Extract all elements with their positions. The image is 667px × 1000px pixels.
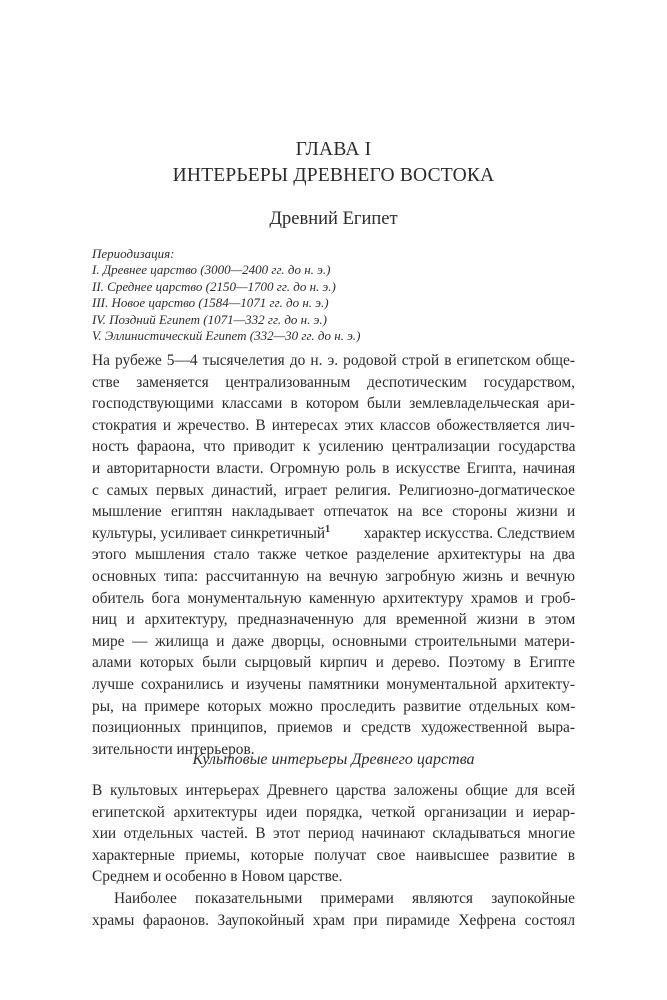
text-line: господствующими классами в котором были землевладельческая ари-: [92, 395, 575, 413]
text-line: В культовых интерьерах Древнего царства заложены общие для всей: [92, 782, 576, 799]
paragraph-3: [92, 888, 575, 931]
text-line: ниц и архитектуру, предназначенную для временной жизни в этом: [92, 611, 576, 629]
text-line: обитель бога монументальную каменную архитектуру храмов и гроб-: [92, 589, 576, 607]
text-line: алами которых были сырцовый кирпич и дерево. Поэтому в Египте: [92, 654, 575, 672]
paragraph-2: [92, 780, 575, 888]
text-fragment: культуры, усиливает синкретичный$^1$: [92, 523, 331, 542]
text-line: стократия и жречество. В интересах этих классов обожествляется лич-: [92, 416, 575, 434]
period-item: III. Новое царство (1584—1071 гг. до н. э.): [92, 295, 329, 311]
text-line: зительности интерьеров.: [92, 740, 255, 758]
text-line: ность фараона, что приводит к усилению централизации государства: [92, 438, 576, 456]
subsection-title: Культовые интерьеры Древнего царства: [192, 751, 475, 768]
text-line: ры, на примере которых можно проследить развитие отдельных ком-: [92, 697, 576, 715]
text-fragment: характер искусства. Следствием: [363, 524, 575, 542]
period-item: V. Эллинистический Египет (332—30 гг. до н. э.): [92, 328, 361, 344]
text-line: египетской архитектуры идеи порядка, четкой организации и иерар-: [92, 803, 576, 821]
text-line: стве заменяется централизованным деспотическим государством,: [92, 373, 575, 391]
section-title: Древний Египет: [269, 209, 398, 229]
period-item: I. Древнее царство (3000—2400 гг. до н. э.): [92, 262, 331, 278]
text-line: характерные приемы, которые получат свое наивысшее развитие в: [92, 846, 576, 864]
text-line: Среднем и особенно в Новом царстве.: [92, 868, 343, 886]
footnote-mark: 1: [325, 523, 331, 535]
paragraph-1: [92, 350, 575, 760]
text-line: и авторитарности власти. Огромную роль в искусстве Египта, начиная: [92, 459, 576, 477]
text-line: основных типа: рассчитанную на вечную загробную жизнь и вечную: [92, 567, 575, 585]
chapter-number: ГЛАВА I: [295, 139, 372, 160]
period-item: IV. Поздний Египет (1071—332 гг. до н. э.): [92, 311, 327, 327]
text-line: мире — жилища и даже дворцы, основными строительными матери-: [92, 632, 575, 650]
text-line: Наиболее показательными примерами являются заупокойные: [114, 890, 575, 907]
periodization-heading: Периодизация:: [92, 246, 175, 261]
period-item: II. Среднее царство (2150—1700 гг. до н. э.): [92, 278, 336, 294]
text-line: этого мышления стало также четкое разделение архитектуры на два: [92, 546, 575, 564]
text-line: хии отдельных частей. В этот период начинают складываться многие: [92, 825, 576, 843]
text-line: На рубеже 5—4 тысячелетия до н. э. родовой строй в египетском обще-: [92, 352, 575, 369]
chapter-title: ИНТЕРЬЕРЫ ДРЕВНЕГО ВОСТОКА: [172, 165, 495, 186]
text-line: храмы фараонов. Заупокойный храм при пирамиде Хефрена состоял: [92, 911, 576, 929]
periodization-block: [92, 246, 572, 344]
text-line: мышление египтян накладывает отпечаток на все стороны жизни и: [92, 503, 576, 521]
text-line: лучше сохранились и изучены памятники монументальной архитекту-: [92, 675, 575, 693]
text-line: позиционных принципов, приемов и средств художественной выра-: [92, 719, 575, 737]
text-line-with-footnote: [92, 523, 575, 545]
text-line: с самых первых династий, играет религия. Религиозно-догматическое: [92, 481, 575, 499]
